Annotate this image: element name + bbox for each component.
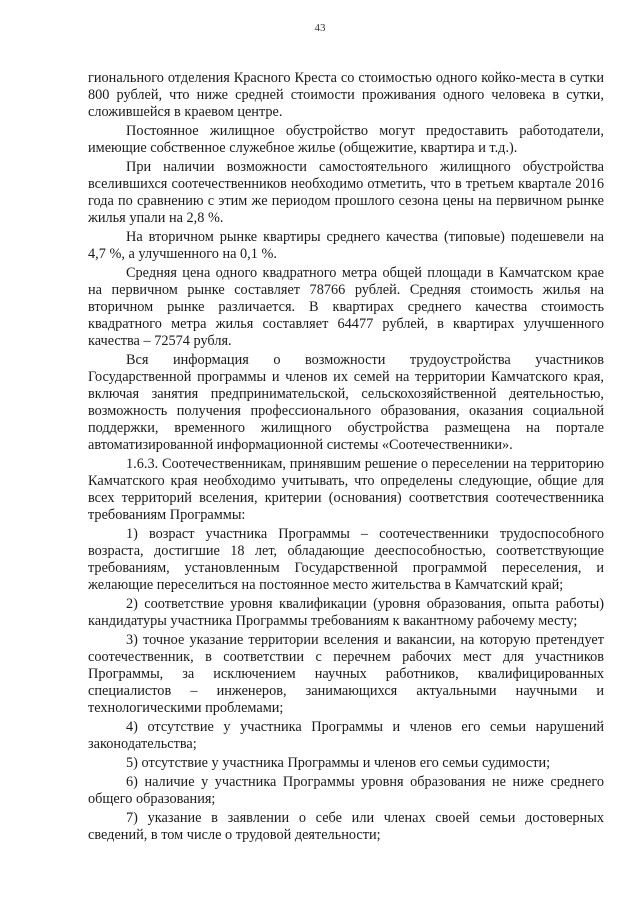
paragraph-2: Постоянное жилищное обустройство могут предоставить работодатели, имеющие собственное служебное жилье (общежитие, квартира и т.д.). xyxy=(88,123,604,156)
criterion-4: 4) отсутствие у участника Программы и членов его семьи нарушений законодательства; xyxy=(88,719,604,752)
document-body xyxy=(88,70,604,846)
criterion-1: 1) возраст участника Программы – соотечественники трудоспособного возраста, достигшие 18 лет, обладающие дееспособностью, соответствующие требованиям, установленным Государственной программой переселения, и желающие переселиться на постоянное место жительства в Камчатский край; xyxy=(88,526,604,593)
page-number: 43 xyxy=(314,22,326,34)
paragraph-4: На вторичном рынке квартиры среднего качества (типовые) подешевели на 4,7 %, а улучшенного на 0,1 %. xyxy=(88,229,604,262)
criterion-3: 3) точное указание территории вселения и вакансии, на которую претендует соотечественник, в соответствии с перечнем рабочих мест для участников Программы, за исключением научных работников, квалифицированных специалистов – инженеров, занимающихся актуальными научными и технологическими проблемами; xyxy=(88,632,604,716)
criterion-2: 2) соответствие уровня квалификации (уровня образования, опыта работы) кандидатуры участника Программы требованиям к вакантному рабочему месту; xyxy=(88,596,604,629)
criterion-6: 6) наличие у участника Программы уровня образования не ниже среднего общего образования; xyxy=(88,774,604,807)
criterion-5: 5) отсутствие у участника Программы и членов его семьи судимости; xyxy=(126,755,551,771)
paragraph-1: гионального отделения Красного Креста со стоимостью одного койко-места в сутки 800 рублей, что ниже средней стоимости проживания одного человека в сутки, сложившейся в краевом центре. xyxy=(88,70,604,120)
paragraph-6: Вся информация о возможности трудоустройства участников Государственной программы и членов их семей на территории Камчатского края, включая занятия предпринимательской, сельскохозяйственной деятельностью, возможность получения профессионального образования, оказания социальной поддержки, временного жилищного обустройства размещена на портале автоматизированной информационной системы «Соотечественники». xyxy=(88,352,604,453)
paragraph-3: При наличии возможности самостоятельного жилищного обустройства вселившихся соотечественников необходимо отметить, что в третьем квартале 2016 года по сравнению с этим же периодом прошлого сезона цены на первичном рынке жилья упали на 2,8 %. xyxy=(88,159,604,226)
criterion-7: 7) указание в заявлении о себе или членах своей семьи достоверных сведений, в том числе о трудовой деятельности; xyxy=(88,810,604,843)
paragraph-5: Средняя цена одного квадратного метра общей площади в Камчатском крае на первичном рынке составляет 78766 рублей. Средняя стоимость жилья на вторичном рынке различается. В квартирах среднего качества стоимость квадратного метра жилья составляет 64477 рублей, в квартирах улучшенного качества – 72574 рубля. xyxy=(88,265,604,349)
section-1-6-3: 1.6.3. Соотечественникам, принявшим решение о переселении на территорию Камчатского края необходимо учитывать, что определены следующие, общие для всех территорий вселения, критерии (основания) соответствия соотечественника требованиям Программы: xyxy=(88,456,604,523)
